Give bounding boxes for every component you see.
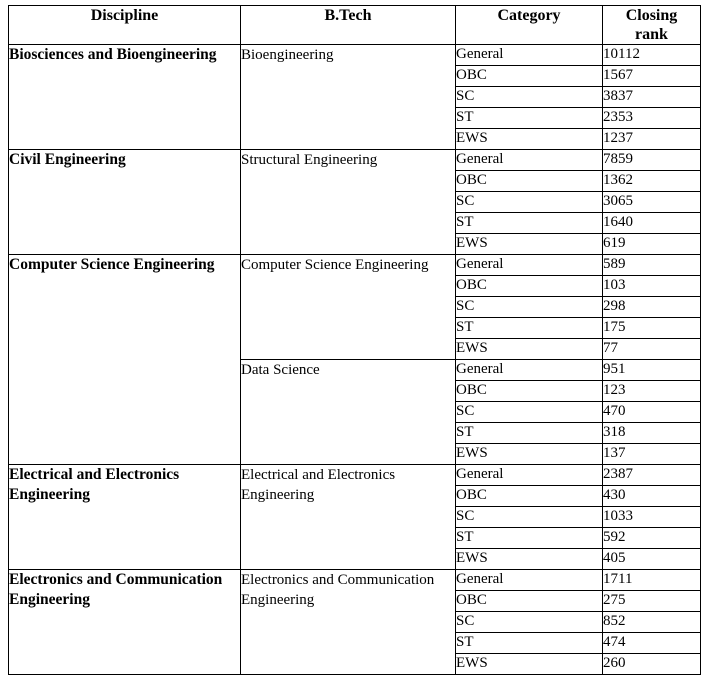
closing-rank-cell: 318 — [603, 423, 701, 444]
btech-program-cell: Structural Engineering — [241, 150, 456, 255]
category-cell: EWS — [456, 444, 603, 465]
closing-rank-cell: 1362 — [603, 171, 701, 192]
table-row — [9, 150, 701, 171]
column-header-closing-rank-line2: rank — [635, 26, 668, 43]
category-cell: EWS — [456, 129, 603, 150]
category-cell: SC — [456, 192, 603, 213]
closing-rank-table-container — [8, 5, 700, 675]
closing-rank-cell: 3065 — [603, 192, 701, 213]
closing-rank-cell: 1567 — [603, 66, 701, 87]
category-cell: ST — [456, 108, 603, 129]
discipline-cell: Computer Science Engineering — [9, 255, 241, 465]
category-cell: OBC — [456, 381, 603, 402]
category-cell: OBC — [456, 171, 603, 192]
closing-rank-cell: 951 — [603, 360, 701, 381]
table-header-row — [9, 6, 701, 45]
category-cell: General — [456, 45, 603, 66]
closing-rank-cell: 2387 — [603, 465, 701, 486]
category-cell: OBC — [456, 66, 603, 87]
closing-rank-cell: 474 — [603, 633, 701, 654]
discipline-cell: Biosciences and Bioengineering — [9, 45, 241, 150]
category-cell: SC — [456, 297, 603, 318]
category-cell: SC — [456, 612, 603, 633]
closing-rank-table — [8, 5, 701, 675]
category-cell: OBC — [456, 486, 603, 507]
closing-rank-cell: 852 — [603, 612, 701, 633]
closing-rank-cell: 103 — [603, 276, 701, 297]
column-header-btech-label: B.Tech — [324, 7, 372, 24]
btech-program-cell: Bioengineering — [241, 45, 456, 150]
discipline-cell: Electronics and Communication Engineering — [9, 570, 241, 675]
closing-rank-cell: 1711 — [603, 570, 701, 591]
closing-rank-cell: 1033 — [603, 507, 701, 528]
category-cell: EWS — [456, 234, 603, 255]
column-header-category-label: Category — [497, 7, 561, 24]
closing-rank-cell: 405 — [603, 549, 701, 570]
column-header-discipline — [9, 6, 241, 45]
discipline-cell: Electrical and Electronics Engineering — [9, 465, 241, 570]
closing-rank-cell: 592 — [603, 528, 701, 549]
closing-rank-cell: 589 — [603, 255, 701, 276]
category-cell: EWS — [456, 549, 603, 570]
category-cell: ST — [456, 213, 603, 234]
category-cell: ST — [456, 633, 603, 654]
column-header-closing-rank — [603, 6, 701, 45]
closing-rank-cell: 123 — [603, 381, 701, 402]
category-cell: General — [456, 570, 603, 591]
table-row — [9, 45, 701, 66]
table-body — [9, 45, 701, 675]
table-row — [9, 570, 701, 591]
category-cell: SC — [456, 507, 603, 528]
column-header-category — [456, 6, 603, 45]
closing-rank-cell: 1237 — [603, 129, 701, 150]
category-cell: General — [456, 150, 603, 171]
closing-rank-cell: 619 — [603, 234, 701, 255]
closing-rank-cell: 430 — [603, 486, 701, 507]
column-header-closing-rank-line1: Closing — [625, 7, 678, 24]
closing-rank-cell: 470 — [603, 402, 701, 423]
closing-rank-cell: 3837 — [603, 87, 701, 108]
closing-rank-cell: 7859 — [603, 150, 701, 171]
column-header-btech — [241, 6, 456, 45]
category-cell: EWS — [456, 654, 603, 675]
category-cell: ST — [456, 318, 603, 339]
btech-program-cell: Electrical and Electronics Engineering — [241, 465, 456, 570]
closing-rank-cell: 137 — [603, 444, 701, 465]
table-row — [9, 255, 701, 276]
closing-rank-cell: 2353 — [603, 108, 701, 129]
discipline-cell: Civil Engineering — [9, 150, 241, 255]
closing-rank-cell: 298 — [603, 297, 701, 318]
closing-rank-cell: 1640 — [603, 213, 701, 234]
category-cell: ST — [456, 423, 603, 444]
category-cell: EWS — [456, 339, 603, 360]
category-cell: SC — [456, 87, 603, 108]
btech-program-cell: Electronics and Communication Engineering — [241, 570, 456, 675]
btech-program-cell: Computer Science Engineering — [241, 255, 456, 360]
closing-rank-cell: 175 — [603, 318, 701, 339]
category-cell: General — [456, 360, 603, 381]
closing-rank-cell: 10112 — [603, 45, 701, 66]
category-cell: General — [456, 255, 603, 276]
category-cell: ST — [456, 528, 603, 549]
closing-rank-cell: 260 — [603, 654, 701, 675]
category-cell: SC — [456, 402, 603, 423]
category-cell: OBC — [456, 591, 603, 612]
category-cell: OBC — [456, 276, 603, 297]
column-header-discipline-label: Discipline — [90, 7, 159, 24]
category-cell: General — [456, 465, 603, 486]
closing-rank-cell: 275 — [603, 591, 701, 612]
table-row — [9, 465, 701, 486]
btech-program-cell: Data Science — [241, 360, 456, 465]
closing-rank-cell: 77 — [603, 339, 701, 360]
table-header — [9, 6, 701, 45]
